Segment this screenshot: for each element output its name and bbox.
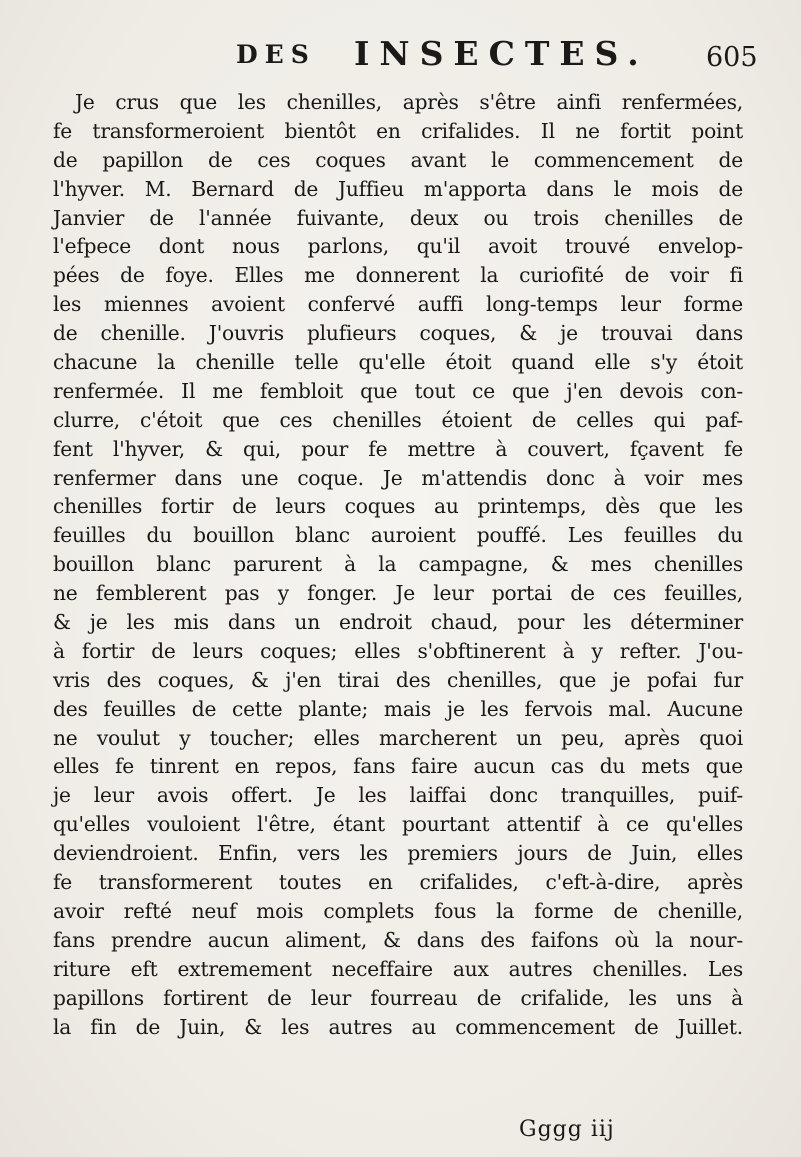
running-head-left: DES xyxy=(236,40,316,69)
body-text xyxy=(53,88,743,1041)
text-line: fent l'hyver, & qui, pour fe mettre à couvert, fçavent fe xyxy=(53,436,743,461)
text-line: qu'elles vouloient l'être, étant pourtant attentif à ce qu'elles xyxy=(53,812,743,837)
text-line: l'hyver. M. Bernard de Juffieu m'apporta dans le mois de xyxy=(53,176,743,201)
text-line: des feuilles de cette plante; mais je les fervois mal. Aucune xyxy=(53,696,743,721)
text-line: riture eft extremement neceffaire aux autres chenilles. Les xyxy=(53,956,743,981)
text-line: ne femblerent pas y fonger. Je leur portai de ces feuilles, xyxy=(53,581,743,606)
text-line: & je les mis dans un endroit chaud, pour les déterminer xyxy=(53,610,743,635)
text-line: chenilles fortir de leurs coques au printemps, dès que les xyxy=(53,494,743,519)
page-number: 605 xyxy=(706,42,758,73)
text-line: clurre, c'étoit que ces chenilles étoient de celles qui paf- xyxy=(53,407,743,432)
text-line: ne voulut y toucher; elles marcherent un peu, après quoi xyxy=(53,725,743,750)
text-line: fans prendre aucun aliment, & dans des faifons où la nour- xyxy=(53,927,743,952)
text-line: renfermée. Il me fembloit que tout ce que j'en devois con- xyxy=(53,378,743,403)
text-line: je leur avois offert. Je les laiffai donc tranquilles, puif- xyxy=(53,783,743,808)
text-line: bouillon blanc parurent à la campagne, & mes chenilles xyxy=(53,552,743,577)
signature-mark: Gggg iij xyxy=(519,1117,615,1142)
text-line: Janvier de l'année fuivante, deux ou trois chenilles de xyxy=(53,205,743,230)
text-line: de chenille. J'ouvris plufieurs coques, & je trouvai dans xyxy=(53,321,743,346)
text-line: vris des coques, & j'en tirai des chenilles, que je pofai fur xyxy=(53,667,743,692)
running-head-title: INSECTES. xyxy=(354,34,649,73)
text-line: Je crus que les chenilles, après s'être ainfi renfermées, xyxy=(75,90,743,114)
text-line: elles fe tinrent en repos, fans faire aucun cas du mets que xyxy=(53,754,743,779)
running-head xyxy=(0,34,801,76)
text-line: les miennes avoient confervé auffi long-temps leur forme xyxy=(53,292,743,317)
text-line: de papillon de ces coques avant le commencement de xyxy=(53,147,743,172)
text-line: chacune la chenille telle qu'elle étoit quand elle s'y étoit xyxy=(53,350,743,375)
text-line: l'efpece dont nous parlons, qu'il avoit trouvé envelop- xyxy=(53,234,743,259)
text-line: la fin de Juin, & les autres au commencement de Juillet. xyxy=(53,1014,743,1039)
text-line: avoir refté neuf mois complets fous la forme de chenille, xyxy=(53,898,743,923)
text-line: papillons fortirent de leur fourreau de crifalide, les uns à xyxy=(53,985,743,1010)
text-line: renfermer dans une coque. Je m'attendis donc à voir mes xyxy=(53,465,743,490)
text-line: deviendroient. Enfin, vers les premiers jours de Juin, elles xyxy=(53,841,743,866)
text-line: fe transformerent toutes en crifalides, c'eft-à-dire, après xyxy=(53,870,743,895)
text-line: pées de foye. Elles me donnerent la curiofité de voir fi xyxy=(53,263,743,288)
text-line: fe transformeroient bientôt en crifalides. Il ne fortit point xyxy=(53,118,743,143)
text-line: à fortir de leurs coques; elles s'obftinerent à y refter. J'ou- xyxy=(53,638,743,663)
text-line: feuilles du bouillon blanc auroient pouffé. Les feuilles du xyxy=(53,523,743,548)
